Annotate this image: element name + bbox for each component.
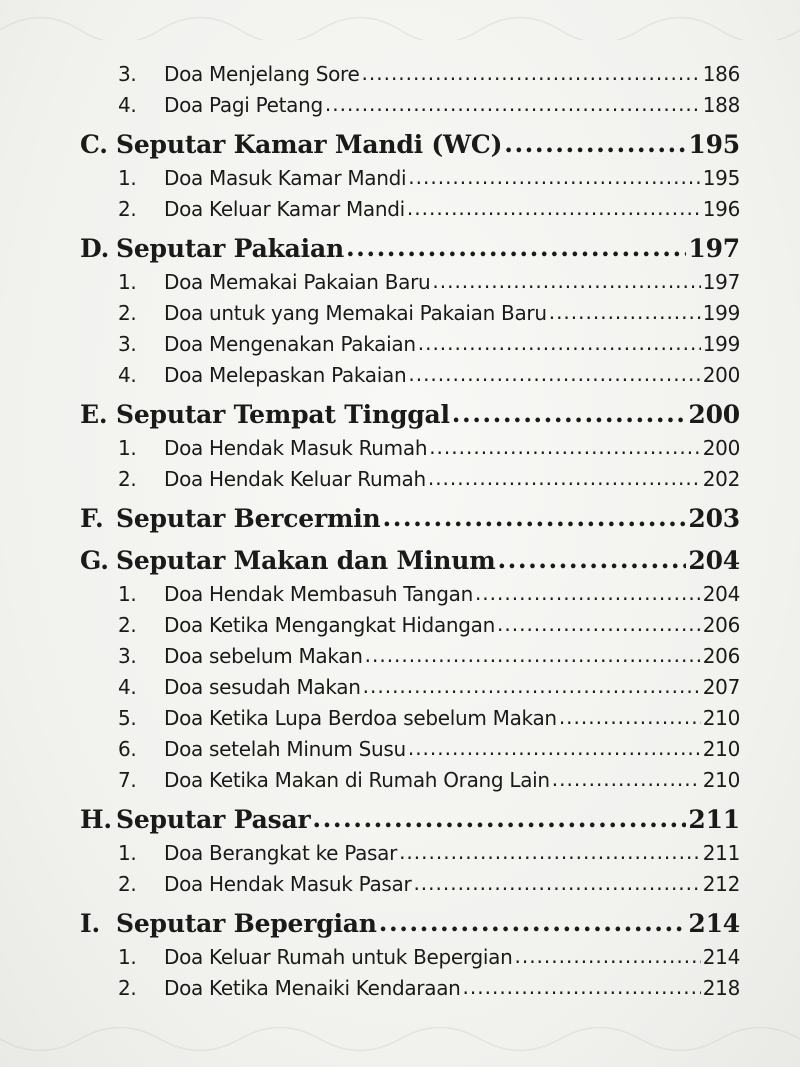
dot-leader [552, 767, 701, 791]
toc-entry [80, 332, 740, 363]
page-number: 210 [702, 706, 740, 730]
page-number: 218 [702, 976, 740, 1000]
dot-leader [432, 269, 700, 293]
section-title: Seputar Pakaian [116, 234, 344, 263]
toc-section [80, 504, 740, 540]
toc-entry [80, 363, 740, 394]
entry-number: 3. [118, 62, 137, 86]
entry-number: 4. [118, 363, 137, 387]
entry-title: Doa untuk yang Memakai Pakaian Baru [164, 301, 547, 325]
entry-title: Doa Hendak Keluar Rumah [164, 467, 426, 491]
section-letter: D. [80, 234, 110, 263]
page-number: 204 [688, 546, 740, 575]
section-title: Seputar Kamar Mandi (WC) [116, 130, 503, 159]
entry-number: 6. [118, 737, 137, 761]
page-number: 210 [702, 768, 740, 792]
toc-entry [80, 976, 740, 1007]
section-title: Seputar Bercermin [116, 504, 381, 533]
page-number: 214 [688, 909, 740, 938]
entry-number: 4. [118, 93, 137, 117]
page-number: 197 [702, 270, 740, 294]
entry-number: 1. [118, 582, 137, 606]
page-number: 211 [702, 841, 740, 865]
dot-leader [504, 129, 686, 158]
toc-entry [80, 768, 740, 799]
entry-title: Doa Keluar Kamar Mandi [164, 197, 405, 221]
toc-section [80, 130, 740, 228]
entry-number: 7. [118, 768, 137, 792]
section-title: Seputar Makan dan Minum [116, 546, 496, 575]
entry-title: Doa Ketika Mengangkat Hidangan [164, 613, 496, 637]
entry-number: 1. [118, 270, 137, 294]
page-number: 212 [702, 872, 740, 896]
entry-title: Doa Hendak Masuk Pasar [164, 872, 412, 896]
section-letter: F. [80, 504, 104, 533]
entry-title: Doa sesudah Makan [164, 675, 361, 699]
entry-title: Doa Keluar Rumah untuk Bepergian [164, 945, 513, 969]
toc-section-heading [80, 546, 740, 582]
page-number: 210 [702, 737, 740, 761]
dot-leader [418, 331, 701, 355]
dot-leader [325, 92, 701, 116]
toc-section [80, 909, 740, 1007]
entry-title: Doa Ketika Lupa Berdoa sebelum Makan [164, 706, 557, 730]
page-number: 196 [702, 197, 740, 221]
toc-entry [80, 706, 740, 737]
table-of-contents [80, 62, 740, 1013]
dot-leader [428, 466, 701, 490]
section-letter: E. [80, 400, 108, 429]
dot-leader [346, 233, 686, 262]
page-number: 211 [688, 805, 740, 834]
entry-title: Doa setelah Minum Susu [164, 737, 406, 761]
section-title: Seputar Bepergian [116, 909, 377, 938]
entry-number: 1. [118, 436, 137, 460]
section-letter: I. [80, 909, 100, 938]
toc-entry [80, 270, 740, 301]
dot-leader [429, 435, 701, 459]
dot-leader [497, 612, 701, 636]
entry-title: Doa sebelum Makan [164, 644, 363, 668]
toc-entry [80, 436, 740, 467]
page-number: 186 [702, 62, 740, 86]
page-number: 199 [702, 301, 740, 325]
toc-entry [80, 644, 740, 675]
toc-entry [80, 945, 740, 976]
dot-leader [407, 196, 701, 220]
ornament-border-bottom [0, 1027, 800, 1067]
entry-title: Doa Hendak Membasuh Tangan [164, 582, 473, 606]
toc-entry [80, 841, 740, 872]
page-number: 199 [702, 332, 740, 356]
dot-leader [363, 674, 701, 698]
toc-section-heading [80, 400, 740, 436]
section-letter: G. [80, 546, 109, 575]
toc-entry [80, 675, 740, 706]
page-number: 202 [702, 467, 740, 491]
toc-entry [80, 166, 740, 197]
toc-section-heading [80, 504, 740, 540]
entry-title: Doa Pagi Petang [164, 93, 323, 117]
entry-number: 4. [118, 675, 137, 699]
page-number: 206 [702, 613, 740, 637]
dot-leader [362, 61, 701, 85]
dot-leader [399, 840, 701, 864]
page-number: 195 [702, 166, 740, 190]
dot-leader [312, 804, 686, 833]
section-title: Seputar Pasar [116, 805, 311, 834]
entry-title: Doa Mengenakan Pakaian [164, 332, 416, 356]
dot-leader [413, 871, 700, 895]
page-number: 204 [702, 582, 740, 606]
entry-title: Doa Berangkat ke Pasar [164, 841, 398, 865]
toc-section [80, 62, 740, 124]
section-title: Seputar Tempat Tinggal [116, 400, 450, 429]
toc-section-heading [80, 234, 740, 270]
toc-entry [80, 467, 740, 498]
entry-number: 3. [118, 332, 137, 356]
toc-entry [80, 737, 740, 768]
toc-entry [80, 62, 740, 93]
page-number: 200 [702, 363, 740, 387]
entry-title: Doa Hendak Masuk Rumah [164, 436, 428, 460]
dot-leader [497, 545, 686, 574]
entry-number: 2. [118, 976, 137, 1000]
toc-section [80, 546, 740, 799]
entry-title: Doa Ketika Menaiki Kendaraan [164, 976, 461, 1000]
entry-number: 2. [118, 301, 137, 325]
dot-leader [549, 300, 701, 324]
toc-entry [80, 301, 740, 332]
page-number: 195 [688, 130, 740, 159]
page-number: 207 [702, 675, 740, 699]
entry-number: 1. [118, 166, 137, 190]
toc-entry [80, 872, 740, 903]
dot-leader [408, 165, 700, 189]
page-number: 203 [688, 504, 740, 533]
entry-title: Doa Melepaskan Pakaian [164, 363, 407, 387]
entry-title: Doa Memakai Pakaian Baru [164, 270, 431, 294]
page-number: 206 [702, 644, 740, 668]
entry-number: 3. [118, 644, 137, 668]
page-number: 200 [688, 400, 740, 429]
toc-section [80, 234, 740, 394]
entry-number: 1. [118, 945, 137, 969]
entry-title: Doa Menjelang Sore [164, 62, 360, 86]
dot-leader [382, 503, 686, 532]
section-letter: C. [80, 130, 108, 159]
entry-number: 2. [118, 613, 137, 637]
page-number: 200 [702, 436, 740, 460]
dot-leader [408, 362, 700, 386]
page-number: 188 [702, 93, 740, 117]
toc-section [80, 400, 740, 498]
toc-entry [80, 613, 740, 644]
entry-title: Doa Ketika Makan di Rumah Orang Lain [164, 768, 550, 792]
entry-number: 5. [118, 706, 137, 730]
toc-section [80, 805, 740, 903]
dot-leader [452, 399, 687, 428]
toc-entry [80, 93, 740, 124]
toc-entry [80, 582, 740, 613]
page-number: 214 [702, 945, 740, 969]
entry-number: 1. [118, 841, 137, 865]
toc-section-heading [80, 805, 740, 841]
toc-section-heading [80, 130, 740, 166]
dot-leader [365, 643, 701, 667]
entry-number: 2. [118, 872, 137, 896]
dot-leader [514, 944, 700, 968]
page-number: 197 [688, 234, 740, 263]
entry-number: 2. [118, 467, 137, 491]
entry-title: Doa Masuk Kamar Mandi [164, 166, 407, 190]
section-letter: H. [80, 805, 112, 834]
toc-section-heading [80, 909, 740, 945]
dot-leader [559, 705, 701, 729]
dot-leader [463, 975, 701, 999]
entry-number: 2. [118, 197, 137, 221]
dot-leader [379, 908, 687, 937]
dot-leader [475, 581, 701, 605]
dot-leader [408, 736, 701, 760]
ornament-border-top [0, 0, 800, 40]
toc-entry [80, 197, 740, 228]
